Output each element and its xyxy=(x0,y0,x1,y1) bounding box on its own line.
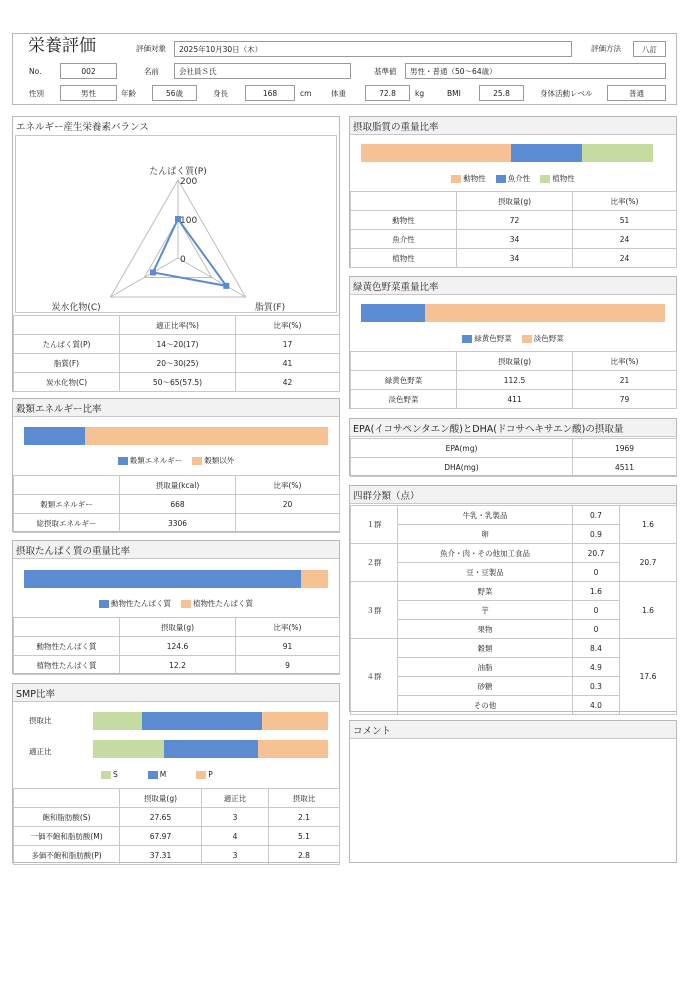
pfc-cell: 脂質(F) xyxy=(14,354,120,373)
four-group-food: 卵 xyxy=(398,525,573,544)
four-group-panel xyxy=(349,485,677,712)
grain-ratio-bar xyxy=(24,427,328,445)
veg-legend-item xyxy=(462,333,512,344)
smp-target-segment xyxy=(93,740,164,758)
fat-header-cell: 摂取量(g) xyxy=(457,192,573,211)
pfc-header-cell: 適正比率(%) xyxy=(120,316,236,335)
epa-row xyxy=(351,439,677,458)
protein-legend-item xyxy=(181,598,253,609)
smp-cell: 2.1 xyxy=(269,808,340,827)
radar-point xyxy=(150,269,156,275)
protein-cell: 124.6 xyxy=(120,637,236,656)
pfc-chart-area xyxy=(15,135,337,313)
four-group-row xyxy=(351,544,677,563)
pfc-header-cell xyxy=(14,316,120,335)
protein-cell: 12.2 xyxy=(120,656,236,675)
smp-row xyxy=(14,827,340,846)
bmi-label: BMI xyxy=(447,89,461,98)
fat-header-row xyxy=(351,192,677,211)
smp-header-cell: 摂取量(g) xyxy=(120,789,202,808)
sex-label: 性別 xyxy=(29,89,44,98)
smp-panel xyxy=(12,683,340,863)
smp-legend-swatch xyxy=(148,771,158,779)
smp-cell: 4 xyxy=(202,827,269,846)
grain-cell: 総摂取エネルギー xyxy=(14,514,120,533)
epa-table xyxy=(350,438,677,477)
grain-cell: 穀類エネルギー xyxy=(14,495,120,514)
smp-header-cell: 摂取比 xyxy=(269,789,340,808)
grain-legend-label: 穀類エネルギー xyxy=(129,456,183,465)
age-field[interactable]: 56歳 xyxy=(152,85,197,101)
protein-title: 摂取たんぱく質の重量比率 xyxy=(13,541,339,559)
veg-legend xyxy=(350,333,676,344)
veg-header-row xyxy=(351,352,677,371)
fat-row xyxy=(351,230,677,249)
fat-legend-item xyxy=(496,173,531,184)
smp-intake-bar xyxy=(93,712,328,730)
four-group-food: 牛乳・乳製品 xyxy=(398,506,573,525)
veg-row xyxy=(351,390,677,409)
protein-ratio-bar xyxy=(24,570,328,588)
protein-legend-label: 動物性たんぱく質 xyxy=(111,599,171,608)
pfc-row xyxy=(14,335,340,354)
four-group-point: 4.9 xyxy=(573,658,620,677)
base-field[interactable]: 男性・普通（50～64歳） xyxy=(405,63,666,79)
epa-cell: 4511 xyxy=(573,458,677,477)
four-group-point: 20.7 xyxy=(573,544,620,563)
four-group-total: 1.6 xyxy=(620,506,677,544)
veg-legend-label: 淡色野菜 xyxy=(533,334,564,343)
pfc-cell: 14～20(17) xyxy=(120,335,236,354)
epa-cell: 1969 xyxy=(573,439,677,458)
smp-target-segment xyxy=(164,740,258,758)
protein-cell: 9 xyxy=(236,656,340,675)
eval-target-field[interactable]: 2025年10月30日（木） xyxy=(174,41,572,57)
four-group-food: 魚介・肉・その他加工食品 xyxy=(398,544,573,563)
pfc-panel xyxy=(12,116,340,392)
veg-table xyxy=(350,351,677,409)
fat-legend-swatch xyxy=(451,175,461,183)
protein-legend xyxy=(13,598,339,609)
smp-legend-item xyxy=(101,770,118,779)
weight-field[interactable]: 72.8 xyxy=(365,85,410,101)
weight-label: 体重 xyxy=(331,89,346,98)
radar-tick-label: 0 xyxy=(180,255,186,265)
epa-panel xyxy=(349,418,677,476)
fat-ratio-bar xyxy=(361,144,653,162)
fat-header-cell xyxy=(351,192,457,211)
protein-header-row xyxy=(14,618,340,637)
radar-tick-label: 100 xyxy=(180,216,198,226)
four-group-food: 油脂 xyxy=(398,658,573,677)
grain-legend-item xyxy=(192,455,234,466)
pfc-radar-chart xyxy=(16,136,338,314)
four-group-table xyxy=(350,505,677,715)
four-group-food: 穀類 xyxy=(398,639,573,658)
fat-legend-item xyxy=(451,173,486,184)
grain-panel xyxy=(12,398,340,532)
smp-cell: 5.1 xyxy=(269,827,340,846)
four-group-row xyxy=(351,639,677,658)
grain-header-row xyxy=(14,476,340,495)
grain-cell: 3306 xyxy=(120,514,236,533)
grain-cell: 668 xyxy=(120,495,236,514)
pfc-row xyxy=(14,354,340,373)
four-group-title: 四群分類（点） xyxy=(350,486,676,504)
eval-method-field[interactable]: 八訂 xyxy=(633,41,666,57)
smp-legend-item xyxy=(148,770,166,779)
veg-ratio-bar xyxy=(361,304,665,322)
veg-cell: 112.5 xyxy=(457,371,573,390)
pfc-cell: 炭水化物(C) xyxy=(14,373,120,392)
eval-method-label: 評価方法 xyxy=(591,44,621,53)
veg-segment xyxy=(425,304,665,322)
smp-legend-item xyxy=(196,770,213,779)
protein-cell: 91 xyxy=(236,637,340,656)
four-group-point: 1.6 xyxy=(573,582,620,601)
grain-segment xyxy=(24,427,85,445)
pfc-cell: 41 xyxy=(236,354,340,373)
pfc-cell: 50～65(57.5) xyxy=(120,373,236,392)
smp-cell: 3 xyxy=(202,846,269,865)
veg-legend-swatch xyxy=(522,335,532,343)
veg-segment xyxy=(361,304,425,322)
four-group-food: 果物 xyxy=(398,620,573,639)
comment-panel xyxy=(349,720,677,863)
veg-legend-item xyxy=(522,333,564,344)
smp-cell: 一価不飽和脂肪酸(M) xyxy=(14,827,120,846)
four-group-point: 4.0 xyxy=(573,696,620,715)
four-group-food: その他 xyxy=(398,696,573,715)
fat-table xyxy=(350,191,677,268)
fat-cell: 魚介性 xyxy=(351,230,457,249)
smp-table xyxy=(13,788,340,865)
weight-unit: kg xyxy=(415,89,425,98)
protein-header-cell: 比率(%) xyxy=(236,618,340,637)
protein-row xyxy=(14,637,340,656)
grain-row xyxy=(14,495,340,514)
four-group-total: 17.6 xyxy=(620,639,677,715)
smp-legend-label: S xyxy=(113,770,118,779)
four-group-point: 0 xyxy=(573,620,620,639)
fat-legend-label: 動物性 xyxy=(463,174,486,183)
four-group-total: 1.6 xyxy=(620,582,677,639)
grain-legend-swatch xyxy=(118,457,128,465)
four-group-point: 8.4 xyxy=(573,639,620,658)
fat-title: 摂取脂質の重量比率 xyxy=(350,117,676,135)
comment-title: コメント xyxy=(350,721,676,739)
four-group-row xyxy=(351,506,677,525)
grain-title: 穀類エネルギー比率 xyxy=(13,399,339,417)
pfc-title: エネルギー産生栄養素バランス xyxy=(13,117,339,135)
fat-cell: 24 xyxy=(573,230,677,249)
fat-panel xyxy=(349,116,677,268)
smp-target-bar xyxy=(93,740,328,758)
veg-cell: 淡色野菜 xyxy=(351,390,457,409)
protein-table xyxy=(13,617,340,675)
smp-cell: 2.8 xyxy=(269,846,340,865)
smp-row xyxy=(14,846,340,865)
four-group-point: 0 xyxy=(573,601,620,620)
comment-text[interactable] xyxy=(354,743,672,858)
protein-header-cell xyxy=(14,618,120,637)
smp-intake-segment xyxy=(93,712,142,730)
smp-cat-0: 摂取比 xyxy=(29,716,52,725)
fat-row xyxy=(351,249,677,268)
grain-cell xyxy=(236,514,340,533)
fat-legend xyxy=(350,173,676,184)
four-group-food: 豆・豆製品 xyxy=(398,563,573,582)
protein-legend-swatch xyxy=(99,600,109,608)
fat-legend-label: 魚介性 xyxy=(507,174,531,183)
grain-legend-item xyxy=(118,455,183,466)
grain-header-cell xyxy=(14,476,120,495)
fat-cell: 24 xyxy=(573,249,677,268)
fat-segment xyxy=(582,144,653,162)
protein-row xyxy=(14,656,340,675)
pfc-header-cell: 比率(%) xyxy=(236,316,340,335)
grain-segment xyxy=(85,427,328,445)
fat-legend-item xyxy=(540,173,575,184)
protein-legend-label: 植物性たんぱく質 xyxy=(193,599,253,608)
no-field[interactable]: 002 xyxy=(60,63,117,79)
grain-legend xyxy=(13,455,339,466)
pfc-cell: 20～30(25) xyxy=(120,354,236,373)
pfc-cell: 17 xyxy=(236,335,340,354)
veg-header-cell: 摂取量(g) xyxy=(457,352,573,371)
smp-cell: 多価不飽和脂肪酸(P) xyxy=(14,846,120,865)
smp-legend-label: M xyxy=(159,770,167,779)
fat-segment xyxy=(361,144,511,162)
epa-row xyxy=(351,458,677,477)
smp-legend-swatch xyxy=(101,771,111,779)
four-group-point: 0.7 xyxy=(573,506,620,525)
veg-cell: 411 xyxy=(457,390,573,409)
fat-cell: 動物性 xyxy=(351,211,457,230)
fat-segment xyxy=(511,144,582,162)
smp-cat-1: 適正比 xyxy=(29,747,52,756)
pfc-row xyxy=(14,373,340,392)
radar-axis-label: 炭水化物(C) xyxy=(51,303,101,313)
grain-row xyxy=(14,514,340,533)
pfc-table xyxy=(13,315,340,392)
height-field[interactable]: 168 xyxy=(245,85,295,101)
veg-row xyxy=(351,371,677,390)
four-group-point: 0.3 xyxy=(573,677,620,696)
name-field[interactable]: 会社員Ｓ氏 xyxy=(174,63,351,79)
grain-header-cell: 比率(%) xyxy=(236,476,340,495)
protein-cell: 動物性たんぱく質 xyxy=(14,637,120,656)
bmi-field[interactable]: 25.8 xyxy=(479,85,524,101)
page-title: 栄養評価 xyxy=(28,36,96,56)
veg-legend-swatch xyxy=(462,335,472,343)
protein-legend-swatch xyxy=(181,600,191,608)
four-group-food: 芋 xyxy=(398,601,573,620)
veg-cell: 79 xyxy=(573,390,677,409)
fat-cell: 51 xyxy=(573,211,677,230)
eval-target-label: 評価対象 xyxy=(136,44,166,53)
four-group-name: ３群 xyxy=(351,582,398,639)
smp-header-cell xyxy=(14,789,120,808)
four-group-point: 0.9 xyxy=(573,525,620,544)
radar-point xyxy=(223,283,229,289)
sex-field[interactable]: 男性 xyxy=(60,85,117,101)
height-label: 身長 xyxy=(213,89,228,98)
smp-target-segment xyxy=(258,740,329,758)
smp-cell: 37.31 xyxy=(120,846,202,865)
protein-cell: 植物性たんぱく質 xyxy=(14,656,120,675)
height-unit: cm xyxy=(300,89,312,98)
activity-field[interactable]: 普通 xyxy=(607,85,666,101)
grain-legend-label: 穀類以外 xyxy=(204,456,235,465)
radar-axis-label: たんぱく質(P) xyxy=(149,167,207,177)
smp-legend-swatch xyxy=(196,771,206,779)
radar-axis-label: 脂質(F) xyxy=(254,303,286,313)
smp-cell: 3 xyxy=(202,808,269,827)
four-group-point: 0 xyxy=(573,563,620,582)
smp-cell: 67.97 xyxy=(120,827,202,846)
name-label: 名前 xyxy=(144,67,159,76)
smp-cell: 飽和脂肪酸(S) xyxy=(14,808,120,827)
four-group-total: 20.7 xyxy=(620,544,677,582)
veg-title: 緑黄色野菜重量比率 xyxy=(350,277,676,295)
veg-header-cell: 比率(%) xyxy=(573,352,677,371)
smp-row xyxy=(14,808,340,827)
veg-panel xyxy=(349,276,677,409)
fat-row xyxy=(351,211,677,230)
smp-intake-segment xyxy=(262,712,328,730)
activity-label: 身体活動レベル xyxy=(540,89,593,98)
fat-header-cell: 比率(%) xyxy=(573,192,677,211)
protein-segment xyxy=(24,570,301,588)
fat-legend-label: 植物性 xyxy=(552,174,575,183)
four-group-row xyxy=(351,582,677,601)
smp-cell: 27.65 xyxy=(120,808,202,827)
epa-cell: DHA(mg) xyxy=(351,458,573,477)
smp-title: SMP比率 xyxy=(13,684,339,702)
radar-tick-label: 200 xyxy=(180,177,198,187)
header-panel xyxy=(12,33,677,105)
base-label: 基準値 xyxy=(374,67,397,76)
grain-cell: 20 xyxy=(236,495,340,514)
epa-title: EPA(イコサペンタエン酸)とDHA(ドコサヘキサエン酸)の摂取量 xyxy=(350,419,676,437)
grain-legend-swatch xyxy=(192,457,202,465)
pfc-cell: たんぱく質(P) xyxy=(14,335,120,354)
smp-header-row xyxy=(14,789,340,808)
protein-header-cell: 摂取量(g) xyxy=(120,618,236,637)
veg-cell: 21 xyxy=(573,371,677,390)
no-label: No. xyxy=(29,67,42,76)
four-group-food: 野菜 xyxy=(398,582,573,601)
four-group-name: １群 xyxy=(351,506,398,544)
veg-legend-label: 緑黄色野菜 xyxy=(474,334,512,343)
age-label: 年齢 xyxy=(121,89,136,98)
protein-segment xyxy=(301,570,328,588)
epa-cell: EPA(mg) xyxy=(351,439,573,458)
pfc-cell: 42 xyxy=(236,373,340,392)
fat-legend-swatch xyxy=(540,175,550,183)
fat-legend-swatch xyxy=(496,175,506,183)
grain-header-cell: 摂取量(kcal) xyxy=(120,476,236,495)
smp-header-cell: 適正比 xyxy=(202,789,269,808)
fat-cell: 34 xyxy=(457,230,573,249)
grain-table xyxy=(13,475,340,533)
fat-cell: 植物性 xyxy=(351,249,457,268)
four-group-name: ４群 xyxy=(351,639,398,715)
protein-panel xyxy=(12,540,340,674)
veg-cell: 緑黄色野菜 xyxy=(351,371,457,390)
smp-legend-label: P xyxy=(208,770,213,779)
four-group-name: ２群 xyxy=(351,544,398,582)
radar-series-line xyxy=(153,219,226,286)
pfc-header-row xyxy=(14,316,340,335)
four-group-food: 砂糖 xyxy=(398,677,573,696)
veg-header-cell xyxy=(351,352,457,371)
fat-cell: 34 xyxy=(457,249,573,268)
smp-legend xyxy=(43,770,223,779)
protein-legend-item xyxy=(99,598,171,609)
smp-intake-segment xyxy=(142,712,262,730)
fat-cell: 72 xyxy=(457,211,573,230)
